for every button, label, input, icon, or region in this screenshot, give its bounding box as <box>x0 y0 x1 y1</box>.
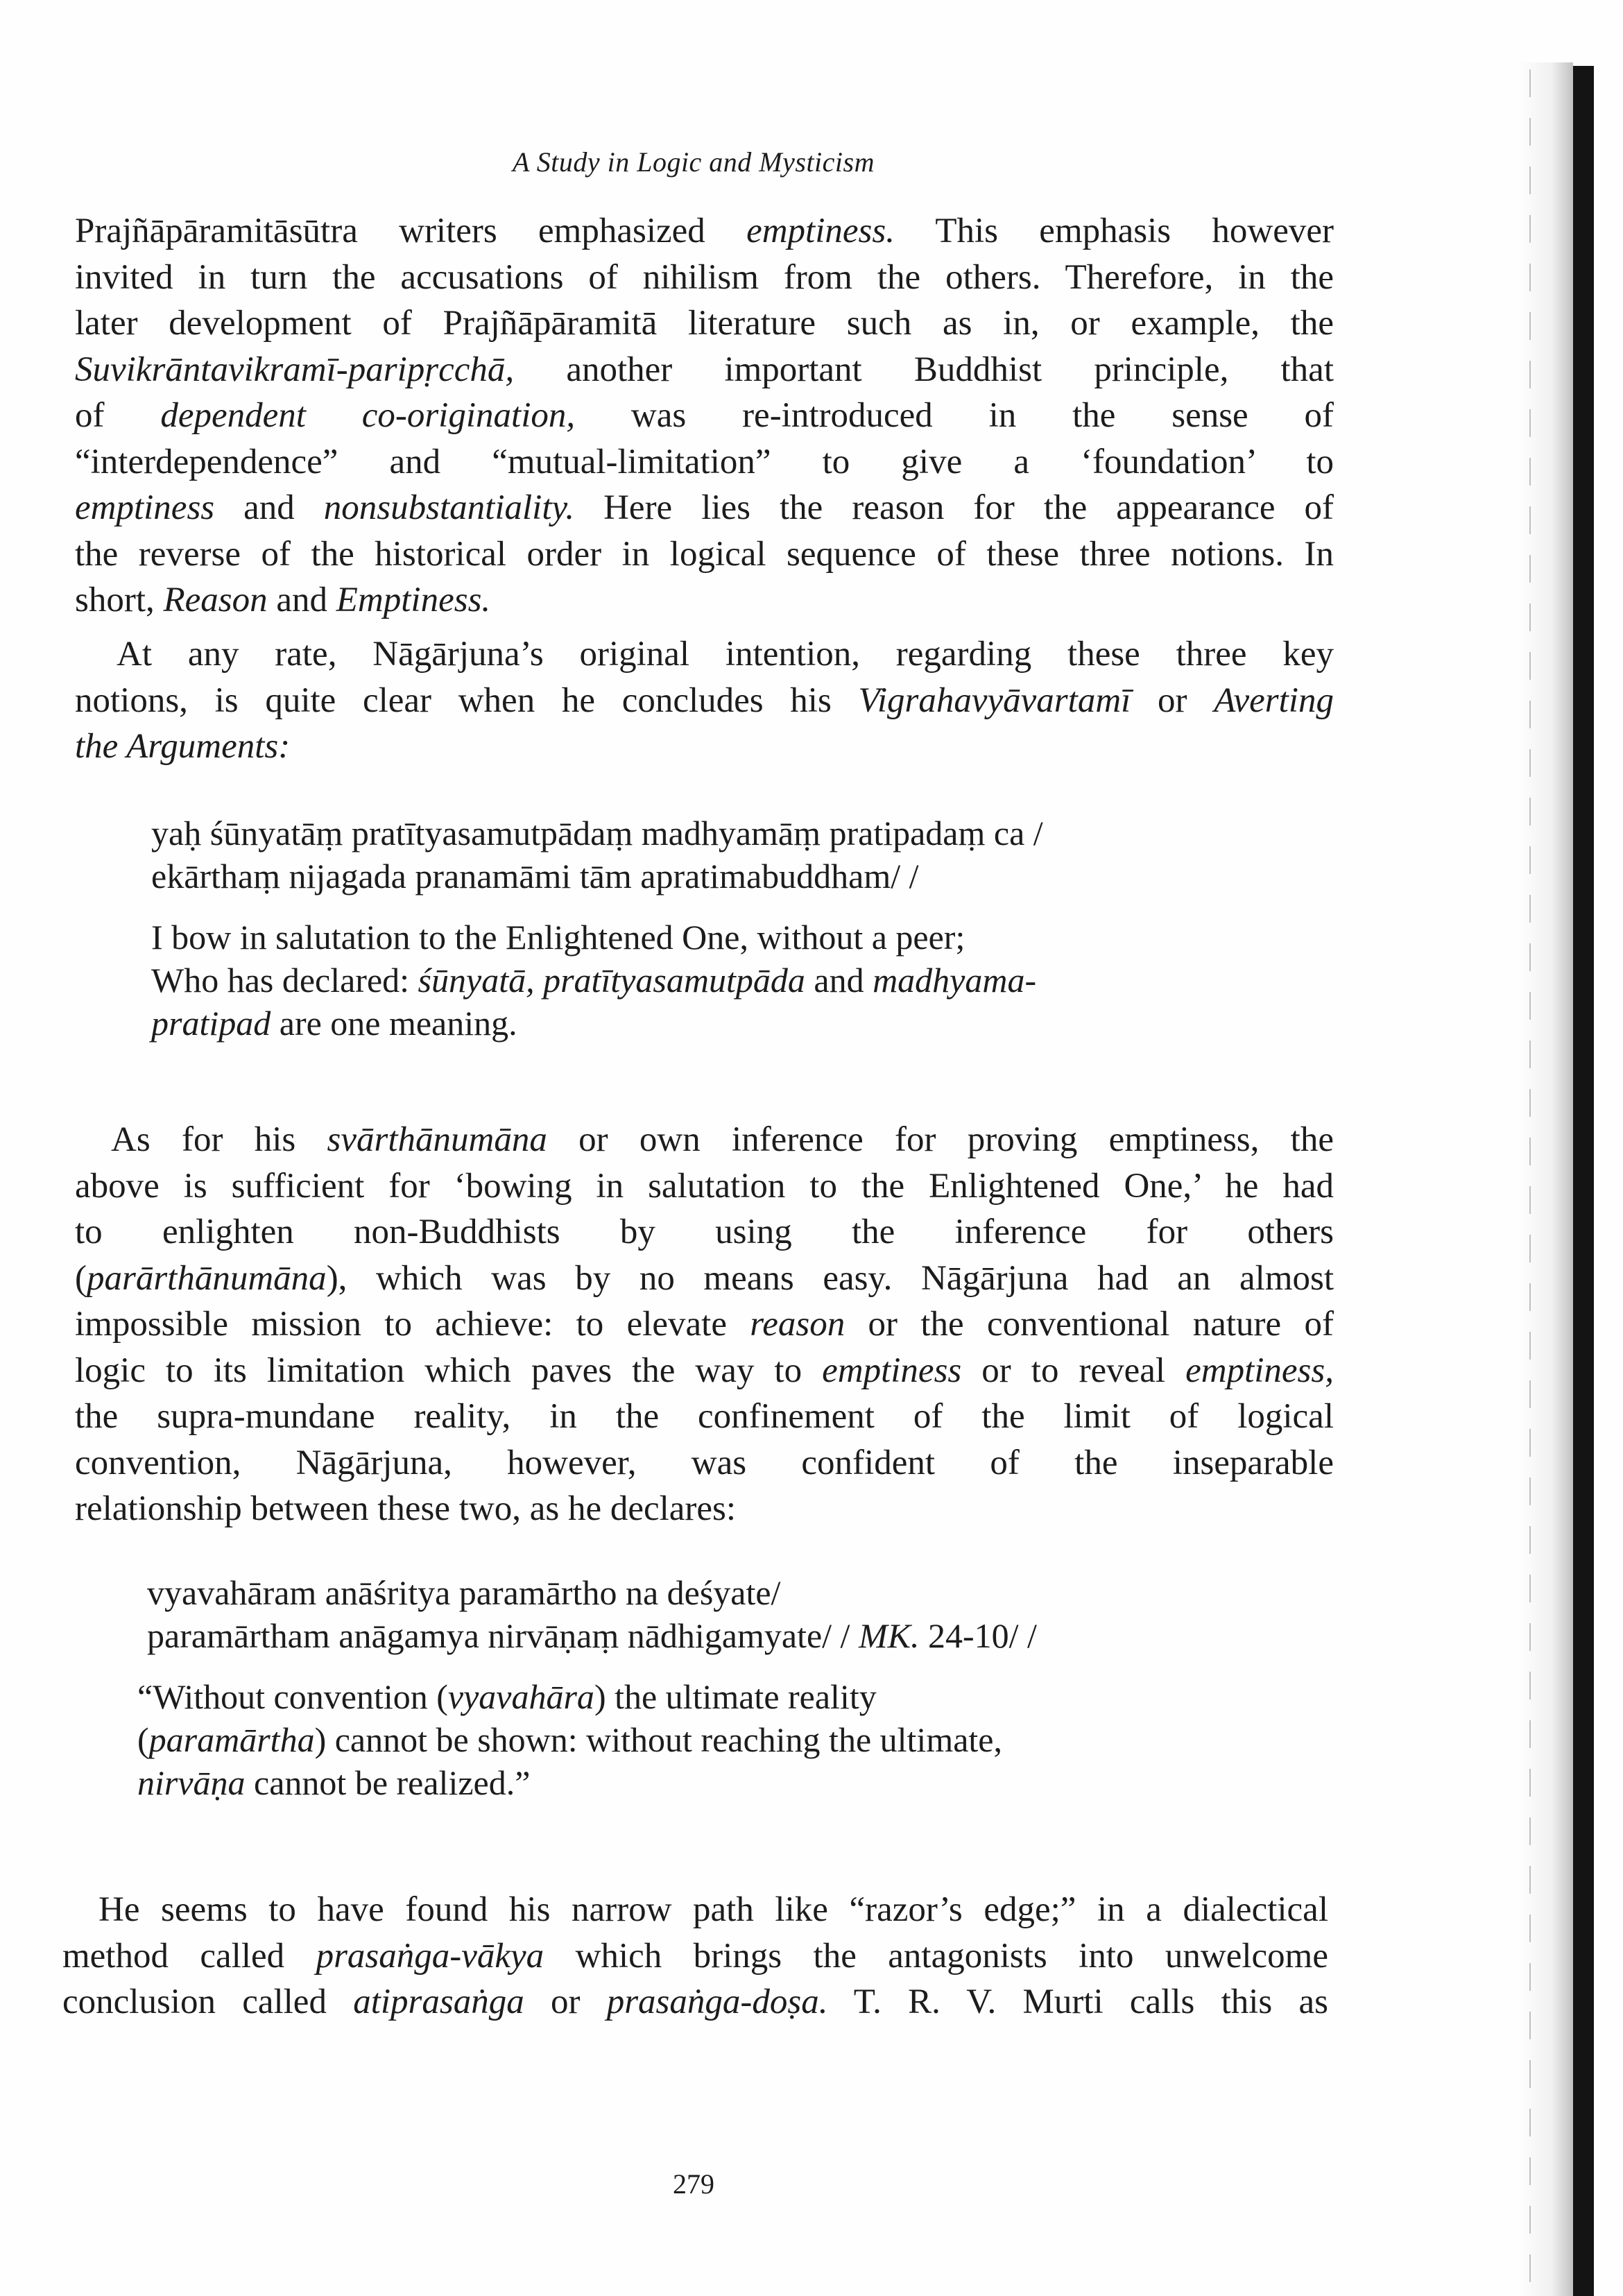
binding-gutter-marks <box>1529 69 1531 2289</box>
text-line: the Arguments: <box>75 727 291 766</box>
text-line: As for his svārthānumāna or own inference for proving emptiness, the <box>111 1120 1334 1159</box>
text-line: impossible mission to achieve: to elevate reason or the conventional nature of <box>75 1305 1334 1344</box>
verse-line: paramārtham anāgamya nirvāṇaṃ nādhigamyate/ / MK. 24-10/ / <box>147 1616 1037 1655</box>
verse-line: Who has declared: śūnyatā, pratītyasamutpāda and madhyama- <box>151 961 1037 1000</box>
text-line: of dependent co-origination, was re-introduced in the sense of <box>75 396 1334 435</box>
text-line: (parārthānumāna), which was by no means easy. Nāgārjuna had an almost <box>75 1258 1334 1298</box>
text-line: He seems to have found his narrow path like “razor’s edge;” in a dialectical <box>98 1890 1328 1929</box>
text-line: later development of Prajñāpāramitā literature such as in, or example, the <box>75 304 1334 343</box>
text-line: above is sufficient for ‘bowing in salutation to the Enlightened One,’ he had <box>75 1166 1334 1206</box>
text-line: invited in turn the accusations of nihilism from the others. Therefore, in the <box>75 257 1334 297</box>
verse-line: (paramārtha) cannot be shown: without reaching the ultimate, <box>137 1720 1002 1759</box>
text-line: to enlighten non-Buddhists by using the inference for others <box>75 1213 1334 1251</box>
paragraph-1 <box>75 208 1334 624</box>
text-line: the reverse of the historical order in logical sequence of these three notions. In <box>75 534 1334 574</box>
verse-line: nirvāṇa cannot be realized.” <box>137 1763 531 1802</box>
verse-line: I bow in salutation to the Enlightened One, without a peer; <box>151 918 965 957</box>
paragraph-4 <box>62 1887 1328 2025</box>
text-line: short, Reason and Emptiness. <box>75 581 491 619</box>
text-line: conclusion called atiprasaṅga or prasaṅga-doṣa. T. R. V. Murti calls this as <box>62 1982 1328 2021</box>
text-line: Suvikrāntavikramī-paripṛcchā, another important Buddhist principle, that <box>75 350 1334 389</box>
text-line: relationship between these two, as he declares: <box>75 1489 737 1528</box>
sanskrit-verse-2 <box>147 1571 1326 1657</box>
running-head: A Study in Logic and Mysticism <box>513 146 875 178</box>
paragraph-3 <box>75 1117 1334 1532</box>
text-line: notions, is quite clear when he concludes his Vigrahavyāvartamī or Averting <box>75 680 1334 720</box>
verse-line: “Without convention (vyavahāra) the ultimate reality <box>137 1677 877 1716</box>
text-line: emptiness and nonsubstantiality. Here lies the reason for the appearance of <box>75 488 1334 527</box>
sanskrit-verse-1 <box>151 812 1330 898</box>
verse-line: ekārthaṃ nijagada pranamāmi tām apratimabuddham/ / <box>151 857 919 896</box>
verse-line: vyavahāram anāśritya paramārtho na deśyate/ <box>147 1573 781 1612</box>
text-line: the supra-mundane reality, in the confinement of the limit of logical <box>75 1397 1334 1436</box>
page-number: 279 <box>673 2168 714 2200</box>
text-line: Prajñāpāramitāsūtra writers emphasized emptiness. This emphasis however <box>75 212 1334 250</box>
text-line: At any rate, Nāgārjuna’s original intention, regarding these three key <box>117 635 1334 674</box>
text-line: method called prasaṅga-vākya which brings the antagonists into unwelcome <box>62 1936 1328 1976</box>
paragraph-2 <box>75 631 1334 770</box>
text-line: “interdependence” and “mutual-limitation” to give a ‘foundation’ to <box>75 442 1334 481</box>
text-line: convention, Nāgārjuna, however, was confident of the inseparable <box>75 1443 1334 1482</box>
verse-line: yaḥ śūnyatāṃ pratītyasamutpādaṃ madhyamāṃ pratipadaṃ ca / <box>151 814 1043 853</box>
verse-line: pratipad are one meaning. <box>151 1004 517 1043</box>
text-line: logic to its limitation which paves the way to emptiness or to reveal emptiness, <box>75 1351 1334 1390</box>
verse-2-translation <box>137 1675 1316 1804</box>
binding-shadow <box>1519 62 1573 2296</box>
binding-edge <box>1573 66 1594 2296</box>
verse-1-translation <box>151 916 1330 1045</box>
